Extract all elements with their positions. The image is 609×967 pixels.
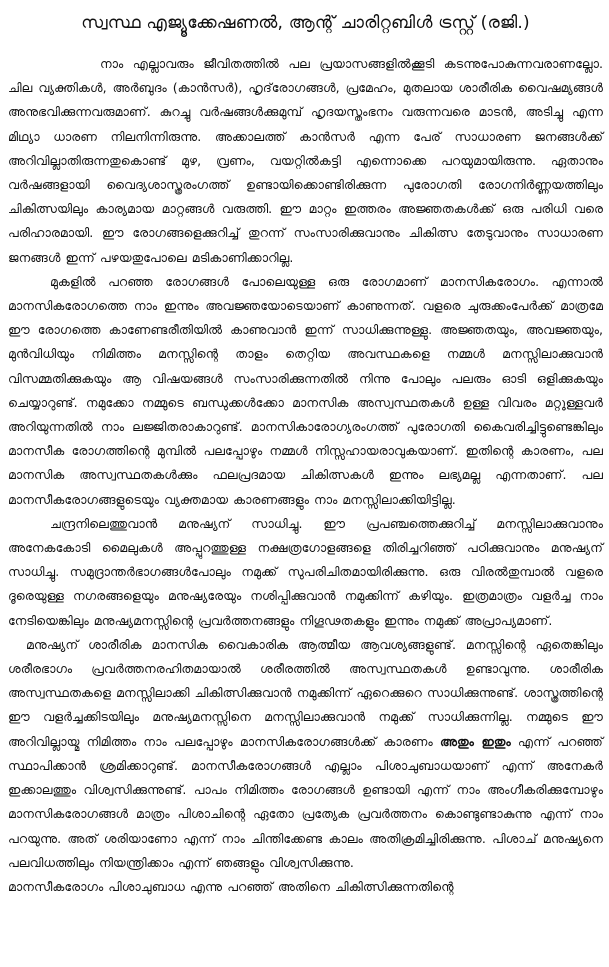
paragraph-4 [8, 633, 603, 875]
paragraph-2: മുകളിൽ പറഞ്ഞ രോഗങ്ങൾ പോലെയുള്ള ഒരു രോഗമാണ് മാനസികരോഗം. എന്നാൽ മാനസികരോഗത്തെ നാം ഇന്നും അവജ്ഞയോടെയാണ് കാണുന്നത്. വളരെ ചുരുക്കംപേർക്ക് മാത്രമേ ഈ രോഗത്തെ കാണേണ്ടരീതിയിൽ കാണുവാൻ ഇന്ന് സാധിക്കുന്നുള്ളു. അജ്ഞതയും, അവജ്ഞയും, മുൻവിധിയും നിമിത്തം മനസ്സിന്റെ താളം തെറ്റിയ അവസ്ഥകളെ നമ്മൾ മനസ്സിലാക്കുവാൻ വിസമ്മതിക്കുകയും ആ വിഷയങ്ങൾ സംസാരിക്കുന്നതിൽ നിന്നു പോലും പലരും ഓടി ഒളിക്കുകയും ചെയ്യാറുണ്ട്. നമുക്കോ നമ്മുടെ ബന്ധുക്കൾക്കോ മാനസിക അസ്വസ്ഥതകൾ ഉള്ള വിവരം മറ്റുള്ളവർ അറിയുന്നതിൽ നാം ലജ്ജിതരാകാറുണ്ട്. മാനസികാരോഗ്യരംഗത്ത് പുരോഗതി കൈവരിച്ചിട്ടുണ്ടെങ്കിലും മാനസീക രോഗത്തിന്റെ മുമ്പിൽ പലപ്പോഴും നമ്മൾ നിസ്സഹായരാവുകയാണ്. ഇതിന്റെ കാരണം, പല മാനസിക അസ്വസ്ഥതകൾക്കും ഫലപ്രദമായ ചികിത്സകൾ ഇന്നും ലഭ്യമല്ല എന്നതാണ്. പല മാനസീകരോഗങ്ങളുടെയും വ്യക്തമായ കാരണങ്ങളും നാം മനസ്സിലാക്കിയിട്ടില്ല. [8, 273, 603, 507]
paragraph-4-text-after-bold: എന്ന് പറഞ്ഞ് സ്ഥാപിക്കാൻ ശ്രമിക്കാറുണ്ട്. മാനസീകരോഗങ്ങൾ എല്ലാം പിശാചുബാധയാണ് എന്ന് അനേകർ ഇക്കാലത്തും വിശ്വസിക്കുന്നുണ്ട്. പാപം നിമിത്തം രോഗങ്ങൾ ഉണ്ടായി എന്ന് നാം അംഗീകരിക്കുമ്പോഴും മാനസികരോഗങ്ങൾ മാത്രം പിശാചിന്റെ ഏതോ പ്രത്യേക പ്രവർത്തനം കൊണ്ടുണ്ടാകുന്നു എന്ന് നാം പറയുന്നു. അത് ശരിയാണോ എന്ന് നാം ചിന്തിക്കേണ്ട കാലം അതിക്രമിച്ചിരിക്കുന്നു. പിശാച് മനുഷ്യനെ പലവിധത്തിലും നിയന്ത്രിക്കാം എന്ന് ഞങ്ങളും വിശ്വസിക്കുന്നു. [8, 733, 603, 870]
paragraph-3: ചന്ദ്രനിലെത്തുവാൻ മനുഷ്യന് സാധിച്ചു. ഈ പ്രപഞ്ചത്തെക്കുറിച്ച് മനസ്സിലാക്കുവാനും അനേകകോടി മൈലുകൾ അപ്പുറത്തുള്ള നക്ഷത്രഗോളങ്ങളെ തിരിച്ചറിഞ്ഞ് പഠിക്കുവാനും മനുഷ്യന് സാധിച്ചു. സമുദ്രാന്തർഭാഗങ്ങൾപോലും നമുക്ക് സുപരിചിതമായിരിക്കുന്നു. ഒരു വിരൽതുമ്പാൽ വളരെ ദൂരെയുള്ള നഗരങ്ങളെയും മനുഷ്യരേയും നശിപ്പിക്കുവാൻ നമുക്കിന്ന് കഴിയും. ഇത്രമാത്രം വളർച്ച നാം നേടിയെങ്കിലും മനുഷ്യമനസ്സിന്റെ പ്രവർത്തനങ്ങളും നിഗൂഢതകളും ഇന്നും നമുക്ക് അപ്രാപ്യമാണ്. [8, 515, 603, 628]
paragraph-4-text-before-bold: മനുഷ്യന് ശാരീരിക മാനസിക വൈകാരിക ആത്മീയ ആവശ്യങ്ങളുണ്ട്. മനസ്സിന്റെ ഏതെങ്കിലും ശരീരഭാഗം പ്രവർത്തനരഹിതമായാൽ ശരീരത്തിൽ അസ്വസ്ഥതകൾ ഉണ്ടാവുന്നു. ശാരീരിക അസ്വസ്ഥതകളെ മനസ്സിലാക്കി ചികിത്സിക്കുവാൻ നമുക്കിന്ന് ഏറെക്കുറെ സാധിക്കുന്നുണ്ട്. ശാസ്ത്രത്തിന്റെ ഈ വളർച്ചക്കിടയിലും മനുഷ്യമനസ്സിനെ മനസ്സിലാക്കുവാൻ നമുക്ക് സാധിക്കുന്നില്ല. നമ്മുടെ ഈ അറിവില്ലായ്മ നിമിത്തം നാം പലപ്പോഴും മാനസികരോഗങ്ങൾക്ക് കാരണം [8, 636, 603, 749]
document-title: സ്വസ്ഥ എജ്യൂക്കേഷണൽ, ആന്റ് ചാരിറ്റബിൾ ട്രസ്റ്റ് (രജി.) [81, 13, 530, 33]
paragraph-5: മാനസീകരോഗം പിശാചുബാധ എന്നു പറഞ്ഞ് അതിനെ ചികിത്സിക്കുന്നതിന്റെ [8, 878, 454, 894]
paragraph-4-bold-phrase: അതും ഇതും [439, 733, 511, 749]
paragraph-1: നാം എല്ലാവരും ജീവിതത്തിൽ പല പ്രയാസങ്ങളിൽക്കൂടി കടന്നുപോകുന്നവരാണല്ലോ. ചില വ്യക്തികൾ, അർബുദം (കാൻസർ), ഹൃദ്‌രോഗങ്ങൾ, പ്രമേഹം, മുതലായ ശാരീരിക വൈഷമ്യങ്ങൾ അനുഭവിക്കുന്നവരുമാണ്. കുറച്ചു വർഷങ്ങൾക്കുമുമ്പ് ഹൃദയസ്തംഭനം വരുന്നവരെ മാടൻ, അടിച്ചു എന്ന മിഥ്യാ ധാരണ നിലനിന്നിരുന്നു. അക്കാലത്ത് കാൻസർ എന്ന പേര് സാധാരണ ജനങ്ങൾക്ക് അറിവില്ലാതിരുന്നതുകൊണ്ട് മുഴ, വ്രണം, വയറ്റിൽകട്ടി എന്നൊക്കെ പറയുമായിരുന്നു. ഏതാനും വർഷങ്ങളായി വൈദ്യശാസ്ത്രരംഗത്ത് ഉണ്ടായിക്കൊണ്ടിരിക്കുന്ന പുരോഗതി രോഗനിർണ്ണയത്തിലും ചികിത്സയിലും കാര്യമായ മാറ്റങ്ങൾ വരുത്തി. ഈ മാറ്റം ഇത്തരം അജ്ഞതകൾക്ക് ഒരു പരിധി വരെ പരിഹാരമായി. ഈ രോഗങ്ങളെക്കുറിച്ച് തുറന്ന് സംസാരിക്കുവാനും ചികിത്സ തേടുവാനും സാധാരണ ജനങ്ങൾ ഇന്ന് പഴയതുപോലെ മടികാണിക്കാറില്ല. [8, 56, 603, 265]
